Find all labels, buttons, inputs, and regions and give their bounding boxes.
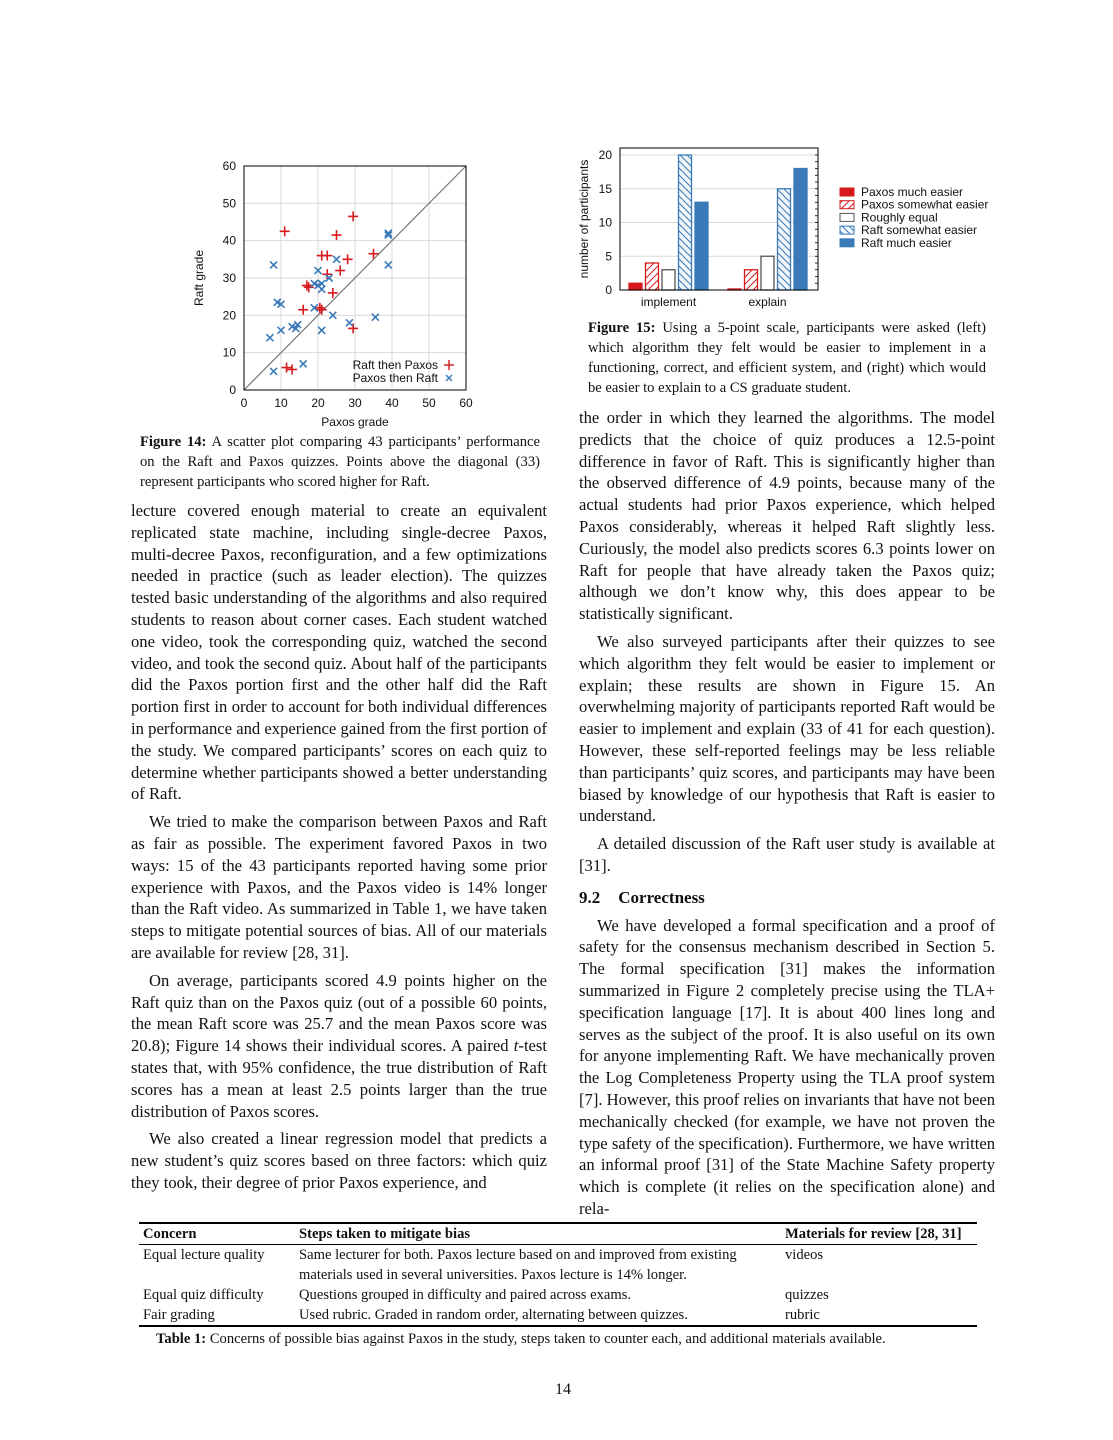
table-row [139,1245,977,1286]
table-1-text: Concerns of possible bias against Paxos in the study, steps taken to counter each, and additional materials available. [209,1331,886,1347]
paragraph-text: On average, participants scored 4.9 points higher on the Raft quiz than on the Paxos quiz (out of a possible 60 points, the mean Raft score was 25.7 and the mean Paxos score was 20.8); Figure 14 shows their individual scores. A paired [131,970,547,1056]
bar [679,155,692,290]
left-paragraph-3 [131,970,547,1123]
right-paragraph-1: the order in which they learned the algorithms. The model predicts that the choice of quiz produces a 12.5-point difference in favor of Raft. This is significantly higher than the observed difference of 4.9 points, because many of the actual students had prior Paxos experience, which helped Paxos considerably, whereas it helped Raft slightly less. Curiously, the model also predicts scores 6.3 points lower on Raft for people that have already taken the Paxos quiz; although we don’t know why, this does appear to be statistically significant. [579,408,995,624]
legend-label: Raft then Paxos [352,358,438,372]
paragraph-text: -test states that, with 95% confidence, the true distribution of Raft scores has a mean at least 2.5 points larger than the true distribution of Paxos scores. [131,1036,547,1121]
y-tick-label: 60 [222,159,236,173]
cell-concern: Equal quiz difficulty [143,1287,264,1303]
legend-label: Paxos somewhat easier [861,197,989,212]
figure-15-text: Using a 5-point scale, participants were asked (left) which algorithm they felt would be easier to implement in a functioning, correct, and efficient system, and (right) which would be easier to explain to a CS graduate student. [588,320,986,396]
legend-swatch-icon [840,188,854,196]
figure-14 [185,150,485,435]
y-tick-label: 15 [598,181,612,196]
bar [778,189,791,290]
figure-14-caption [140,432,540,492]
cell-concern: Equal lecture quality [143,1247,265,1263]
cell-steps: Used rubric. Graded in random order, alternating between quizzes. [299,1307,688,1323]
bar [761,256,774,290]
legend-label: Roughly equal [861,210,938,225]
x-tick-label: 50 [422,396,436,410]
table-header-row [139,1223,977,1245]
legend-swatch-icon [840,201,854,209]
y-tick-label: 10 [222,345,236,360]
x-tick-label: explain [748,295,787,309]
bar [629,283,642,290]
y-tick-label: 0 [229,383,236,397]
y-tick-label: 20 [598,148,612,162]
y-tick-label: 20 [222,308,236,323]
right-column [579,407,995,1220]
section-title: Correctness [618,887,705,907]
section-heading [579,887,995,909]
page-number: 14 [555,1381,571,1398]
right-paragraph-2: We also surveyed participants after their quizzes to see which algorithm they felt would be easier to implement or explain; these results are shown in Figure 15. An overwhelming majority of participants reported Raft would be easier to implement and explain (33 of 41 for each question). However, these self-reported feelings may be less reliable than participants’ quiz scores, and participants may have been biased by knowledge of our hypothesis that Raft is easier to understand. [579,631,995,826]
y-tick-label: 30 [222,271,236,285]
legend-swatch-icon [840,239,854,247]
x-tick-label: 20 [311,396,325,410]
y-tick-label: 10 [598,215,612,230]
cell-materials: rubric [785,1307,820,1323]
cell-steps: Questions grouped in difficulty and paired across exams. [299,1287,632,1303]
bar [794,169,807,291]
y-axis-label: number of participants [577,159,591,279]
y-tick-label: 50 [222,196,236,211]
x-tick-label: 0 [240,396,248,410]
legend-label: Raft somewhat easier [861,223,978,238]
y-axis-label: Raft grade [192,249,206,307]
y-tick-label: 0 [605,283,612,297]
legend-label: Paxos then Raft [352,371,438,385]
cell-concern: Fair grading [143,1307,215,1323]
legend-swatch-icon [840,226,854,234]
scatter-plot [185,150,485,435]
legend-label: Raft much easier [861,235,952,250]
figure-15-label: Figure 15: [588,320,656,336]
table-1 [139,1222,977,1327]
bias-table [139,1222,977,1327]
x-tick-label: implement [640,295,697,309]
left-column [131,500,547,1194]
table-1-label: Table 1: [156,1331,207,1347]
legend-swatch-icon [840,213,854,221]
bar-chart [570,140,1010,315]
y-tick-label: 40 [222,233,236,248]
table-1-caption [156,1329,986,1349]
cell-steps: Same lecturer for both. Paxos lecture based on and improved from existing materials used in several universities. Paxos lecture is 14% longer. [299,1247,737,1283]
right-paragraph-4: We have developed a formal specification and a proof of safety for the consensus mechanism described in Section 5. The formal specification [31] makes the information summarized in Figure 2 completely precise using the TLA+ specification language [17]. It is about 400 lines long and serves as the subject of the proof. It is also useful on its own for anyone implementing Raft. We have mechanically proven the Log Completeness Property using the TLA proof system [7]. However, this proof relies on invariants that have not been mechanically checked (for example, we have not proven the type safety of the specification). Furthermore, we have written an informal proof [31] of the State Machine Safety property which is complete (it relies on the specification alone) and rela- [579,915,995,1218]
x-tick-label: 60 [459,396,473,410]
header-steps: Steps taken to mitigate bias [299,1226,471,1242]
figure-15-caption [588,318,986,398]
table-row [139,1305,977,1326]
bar [646,263,659,290]
figure-14-text: A scatter plot comparing 43 participants’ performance on the Raft and Paxos quizzes. Points above the diagonal (33) represent participants who scored higher for Raft. [140,434,540,490]
cell-materials: videos [785,1247,824,1263]
t-italic: t [513,1036,519,1056]
legend-label: Paxos much easier [861,185,964,199]
header-materials: Materials for review [28, 31] [785,1226,962,1242]
header-concern: Concern [143,1226,197,1242]
left-paragraph-1: lecture covered enough material to create an equivalent replicated state machine, including single-decree Paxos, multi-decree Paxos, reconfiguration, and a few optimizations needed in practice (such as leader election). The quizzes tested basic understanding of the algorithms and also required students to reason about corner cases. Each student watched one video, took the corresponding quiz, watched the second video, and took the second quiz. About half of the participants did the Paxos portion first and the other half did the Raft portion first in order to account for both individual differences in performance and experience gained from the first portion of the study. We compared participants’ scores on each quiz to determine whether participants showed a better understanding of Raft. [131,501,547,804]
y-tick-label: 5 [605,249,612,264]
x-tick-label: 30 [348,396,362,410]
figure-15 [570,140,1010,315]
bar [745,270,758,290]
figure-14-label: Figure 14: [140,434,207,450]
x-tick-label: 10 [274,396,288,410]
x-axis-label: Paxos grade [321,415,389,429]
left-paragraph-2: We tried to make the comparison between Paxos and Raft as fair as possible. The experiment favored Paxos in two ways: 15 of the 43 participants reported having some prior experience with Paxos, and the Paxos video is 14% longer than the Raft video. As summarized in Table 1, we have taken steps to mitigate potential sources of bias. All of our materials are available for review [28, 31]. [131,812,547,962]
section-number: 9.2 [579,887,601,907]
right-paragraph-3: A detailed discussion of the Raft user study is available at [31]. [579,834,995,875]
bar [662,270,675,290]
cell-materials: quizzes [785,1287,829,1303]
x-tick-label: 40 [385,396,399,410]
bar [695,202,708,290]
left-paragraph-4: We also created a linear regression model that predicts a new student’s quiz scores based on three factors: which quiz they took, their degree of prior Paxos experience, and [131,1129,547,1192]
table-row [139,1285,977,1305]
